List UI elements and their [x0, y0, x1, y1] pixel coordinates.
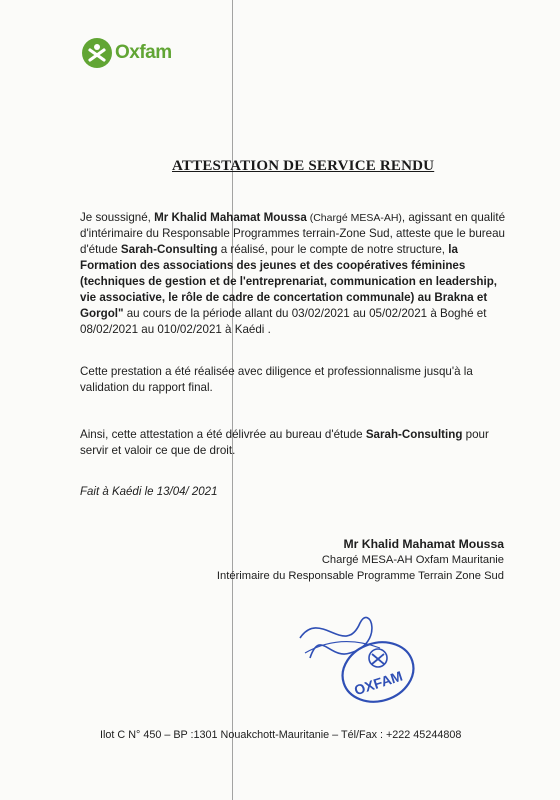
place-date: Fait à Kaédi le 13/04/ 2021 — [80, 486, 218, 498]
signature-block — [217, 536, 504, 584]
quality-paragraph: Cette prestation a été réalisée avec diligence et professionnalisme jusqu'à la validation du rapport final. — [80, 365, 473, 394]
document-title: ATTESTATION DE SERVICE RENDU — [172, 158, 435, 174]
attestation-paragraph: Je soussigné, Mr Khalid Mahamat Moussa (Chargé MESA-AH), agissant en qualité d'intérimaire du Responsable Programmes terrain-Zone Sud, atteste que le bureau d'étude Sarah-Consulting a réalisé, pour le compte de notre structure, la Formation des associations des jeunes et des coopératives féminines (techniques de gestion et de l'entreprenariat, communication en leadership, vie associative, le rôle de cadre de concertation communale) au Brakna et Gorgol" au cours de la période allant du 03/02/2021 au 05/02/2021 à Boghé et 08/02/2021 au 010/02/2021 à Kaédi . — [80, 211, 506, 336]
company-name: Sarah-Consulting — [120, 243, 218, 256]
stamp-text: OXFAM — [352, 667, 405, 699]
signatory-role: Intérimaire du Responsable Programme Terrain Zone Sud — [216, 570, 504, 582]
signatory-title: Chargé MESA-AH Oxfam Mauritanie — [321, 554, 504, 566]
company-name-closing: Sarah-Consulting — [365, 428, 463, 441]
oxfam-figure-icon — [82, 38, 112, 68]
footer-address: Ilot C N° 450 – BP :1301 Nouakchott-Mauritanie – Tél/Fax : +222 45244808 — [100, 729, 462, 741]
signatory-name-inline: Mr Khalid Mahamat Moussa — [154, 211, 307, 224]
oxfam-stamp — [290, 598, 430, 713]
closing-paragraph: Ainsi, cette attestation a été délivrée au bureau d'étude Sarah-Consulting pour servir et valoir ce que de droit. — [80, 428, 489, 457]
page-fold-line — [232, 0, 233, 800]
oxfam-logo — [82, 38, 172, 68]
signatory-name: Mr Khalid Mahamat Moussa — [343, 537, 504, 551]
training-description: la Formation des associations des jeunes et des coopératives féminines (techniques de gestion et de l'entreprenariat, communication en leadership, vie associative, le rôle de cadre de concertation communale) au Brakna et Gorgol" — [80, 243, 498, 320]
logo-wordmark: Oxfam — [115, 42, 172, 63]
